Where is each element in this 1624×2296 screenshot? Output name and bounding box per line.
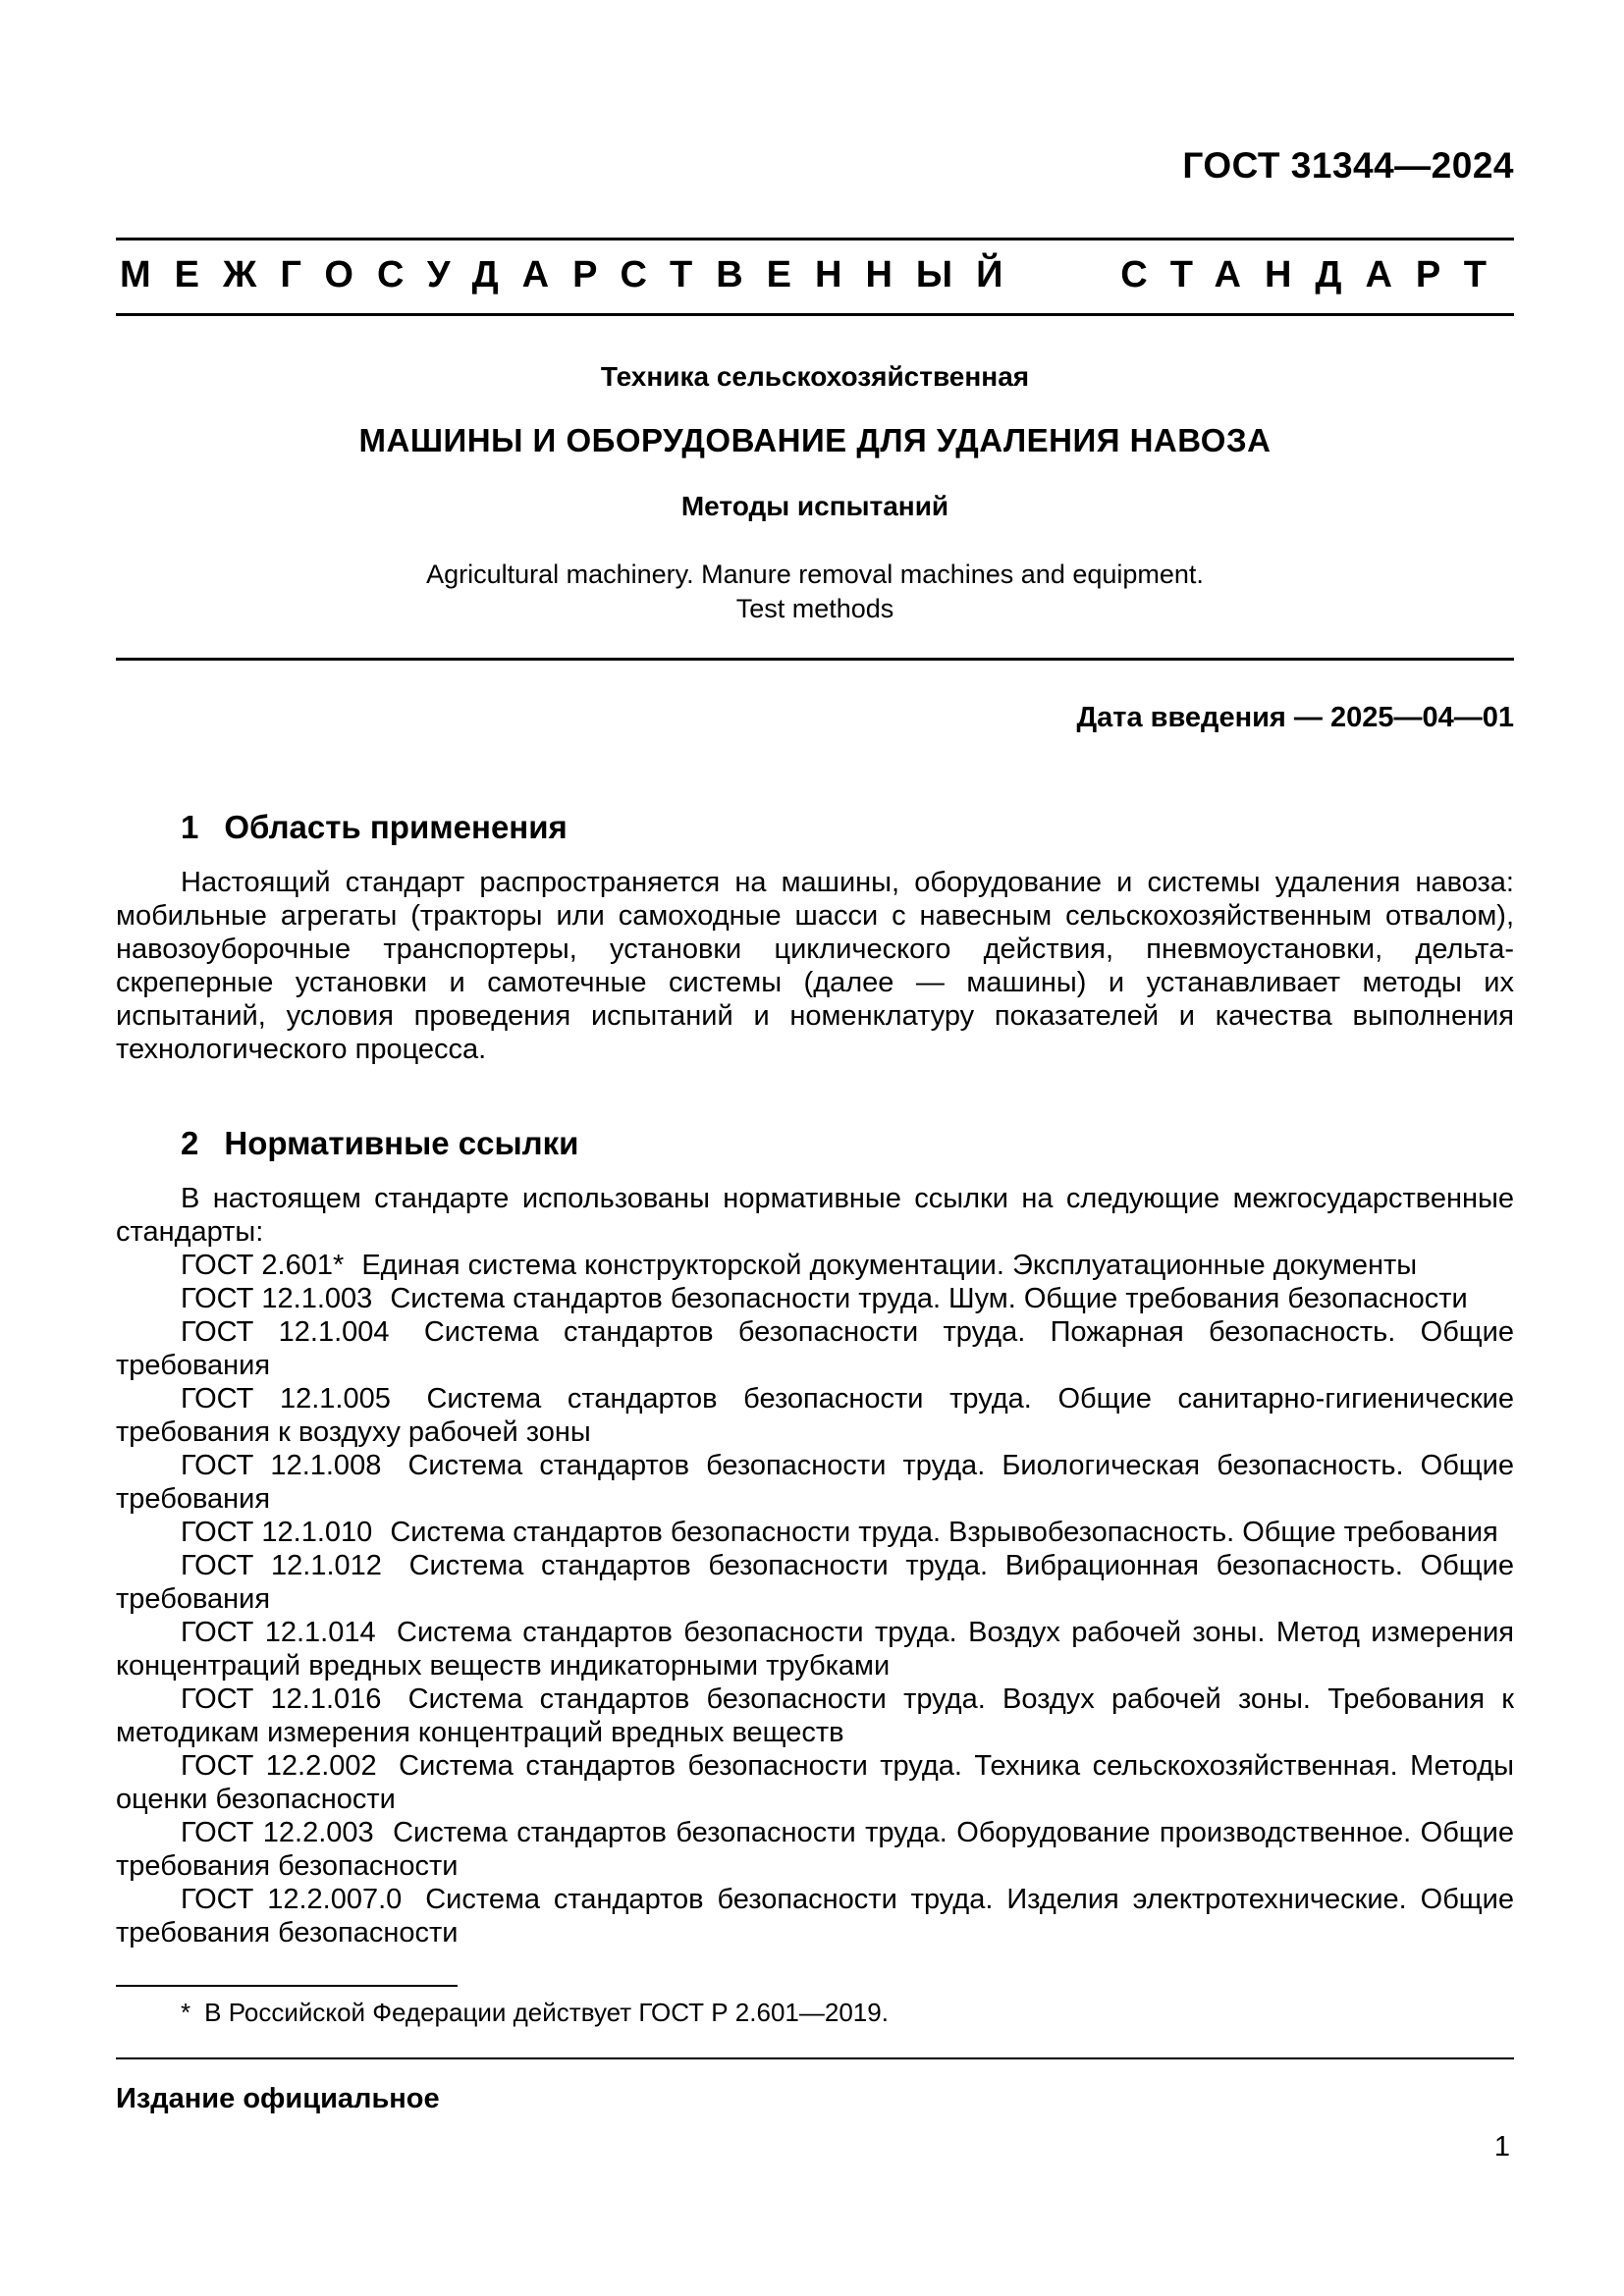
subject-group-title: Техника сельскохозяйственная: [600, 361, 1030, 392]
footnote: [116, 1997, 1514, 2028]
edition-note: Издание официальное: [116, 2083, 440, 2114]
reference-code: ГОСТ 12.2.003: [181, 1817, 374, 1848]
reference-item: [116, 1249, 1514, 1282]
reference-title: Система стандартов безопасности труда. Общие санитарно-гигиенические требования к воздуху рабочей зоны: [116, 1383, 1514, 1448]
reference-item: [116, 1382, 1514, 1449]
section-2-intro: В настоящем стандарте использованы нормативные ссылки на следующие межгосударственные стандарты:: [116, 1183, 1514, 1248]
reference-title: Система стандартов безопасности труда. Вибрационная безопасность. Общие требования: [116, 1550, 1514, 1615]
reference-item: [116, 1516, 1514, 1549]
reference-item: [116, 1883, 1514, 1949]
english-title: [116, 558, 1514, 626]
footnote-text: В Российской Федерации действует ГОСТ Р 2.601—2019.: [204, 1998, 889, 2027]
reference-item: [116, 1616, 1514, 1682]
subtitle: Методы испытаний: [680, 491, 949, 521]
section-2-heading: [116, 1125, 1514, 1162]
reference-code: ГОСТ 12.1.004: [181, 1316, 390, 1348]
reference-item: [116, 1282, 1514, 1315]
reference-title: Система стандартов безопасности труда. Изделия электротехнические. Общие требования безопасности: [116, 1884, 1514, 1949]
english-title-line1: Agricultural machinery. Manure removal machines and equipment.: [426, 560, 1204, 589]
section-1-heading: [116, 809, 1514, 846]
reference-code: ГОСТ 12.1.008: [181, 1450, 382, 1481]
banner-word-1: МЕЖГОСУДАРСТВЕННЫЙ: [120, 254, 1027, 295]
english-title-line2: Test methods: [735, 594, 894, 623]
reference-code: ГОСТ 12.1.005: [181, 1383, 391, 1415]
reference-title: Единая система конструкторской документации. Эксплуатационные документы: [361, 1250, 1418, 1281]
reference-title: Система стандартов безопасности труда. Пожарная безопасность. Общие требования: [116, 1316, 1514, 1381]
reference-code: ГОСТ 12.1.012: [181, 1550, 382, 1581]
reference-title: Система стандартов безопасности труда. Техника сельскохозяйственная. Методы оценки безопасности: [116, 1750, 1514, 1815]
reference-title: Система стандартов безопасности труда. Воздух рабочей зоны. Требования к методикам измерения концентраций вредных веществ: [116, 1683, 1514, 1748]
section-1-number: 1: [181, 809, 199, 845]
reference-item: [116, 1682, 1514, 1749]
section-1-title: Область применения: [224, 809, 568, 845]
footnote-separator-rule: [116, 1985, 458, 1987]
reference-title: Система стандартов безопасности труда. Шум. Общие требования безопасности: [390, 1283, 1468, 1314]
reference-item: [116, 1449, 1514, 1516]
reference-item: [116, 1315, 1514, 1382]
reference-title: Система стандартов безопасности труда. Воздух рабочей зоны. Метод измерения концентраций вредных веществ индикаторными трубками: [116, 1617, 1515, 1682]
reference-code: ГОСТ 12.2.002: [181, 1750, 377, 1782]
reference-code: ГОСТ 12.1.016: [181, 1683, 382, 1715]
section-1-paragraph: Настоящий стандарт распространяется на машины, оборудование и системы удаления навоза: мобильные агрегаты (тракторы или самоходные шасси с навесным сельскохозяйственным отвалом), навозоуборочные транспортеры, установки циклического действия, пневмоустановки, дельта-скреперные установки и самотечные системы (далее — машины) и устанавливает методы их испытаний, условия проведения испытаний и номенклатуру показателей и качества выполнения технологического процесса.: [116, 867, 1514, 1065]
document-code: ГОСТ 31344—2024: [1182, 145, 1514, 186]
banner-word-2: СТАНДАРТ: [1120, 254, 1510, 295]
reference-item: [116, 1549, 1514, 1616]
reference-title: Система стандартов безопасности труда. Оборудование производственное. Общие требования безопасности: [116, 1817, 1514, 1882]
reference-code: ГОСТ 12.1.014: [181, 1617, 376, 1648]
title-divider-rule: [116, 658, 1514, 661]
reference-item: [116, 1816, 1514, 1883]
page-number: 1: [1493, 2131, 1510, 2163]
footnote-marker: *: [181, 1998, 191, 2027]
section-2-title: Нормативные ссылки: [224, 1125, 579, 1161]
reference-code: ГОСТ 12.1.010: [181, 1517, 373, 1548]
main-title: МАШИНЫ И ОБОРУДОВАНИЕ ДЛЯ УДАЛЕНИЯ НАВОЗА: [358, 422, 1272, 458]
reference-title: Система стандартов безопасности труда. Взрывобезопасность. Общие требования: [390, 1517, 1498, 1548]
reference-item: [116, 1749, 1514, 1816]
standard-type-banner: [116, 238, 1514, 316]
footer-divider-rule: [116, 2057, 1514, 2059]
reference-code: ГОСТ 12.1.003: [181, 1283, 373, 1314]
reference-code: ГОСТ 2.601*: [181, 1250, 345, 1281]
effective-date: Дата введения — 2025—04—01: [1076, 702, 1514, 733]
reference-title: Система стандартов безопасности труда. Биологическая безопасность. Общие требования: [116, 1450, 1514, 1515]
section-2-number: 2: [181, 1125, 199, 1161]
reference-code: ГОСТ 12.2.007.0: [181, 1884, 403, 1915]
normative-references-list: [116, 1249, 1514, 1949]
